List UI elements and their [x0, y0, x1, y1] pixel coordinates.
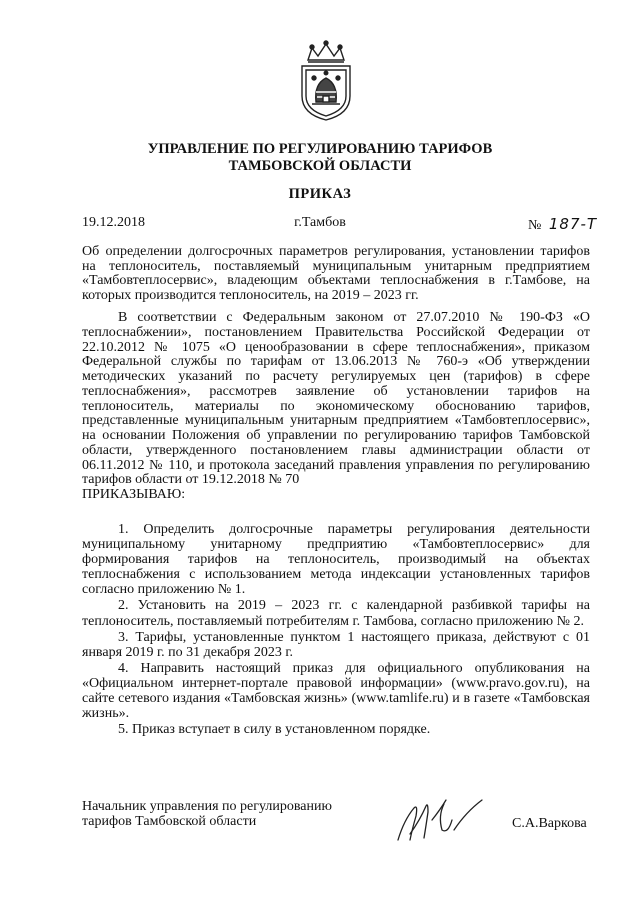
org-line-2: ТАМБОВСКОЙ ОБЛАСТИ: [228, 158, 412, 174]
order-number-handwritten: 187-Т: [548, 215, 598, 233]
organization-name: [0, 141, 640, 175]
order-city: г.Тамбов: [294, 215, 346, 230]
order-date: 19.12.2018: [82, 215, 145, 230]
signatory-title-line-1: Начальник управления по регулированию: [82, 799, 332, 814]
order-item: 3. Тарифы, установленные пунктом 1 настоящего приказа, действуют с 01 января 2019 г. по 31 декабря 2023 г.: [82, 629, 590, 660]
order-preamble: [82, 311, 590, 503]
order-item: 5. Приказ вступает в силу в установленном порядке.: [118, 722, 431, 738]
order-number: [528, 215, 597, 234]
handwritten-signature-icon: [392, 790, 488, 846]
order-item: 2. Установить на 2019 – 2023 гг. с календарной разбивкой тарифы на теплоноситель, поставляемый потребителям г. Тамбова, согласно приложению № 2.: [82, 598, 590, 629]
order-items: [82, 522, 590, 738]
order-subject: Об определении долгосрочных параметров регулирования, установлении тарифов на теплоноситель, поставляемый муниципальным унитарным предприятием «Тамбовтеплосервис», владеющим объектами теплоснабжения в г.Тамбове, на которых производится теплоноситель, на 2019 – 2023 гг.: [82, 244, 590, 303]
signatory-title: [82, 800, 332, 829]
order-item: 1. Определить долгосрочные параметры регулирования деятельности муниципальному унитарному предприятию «Тамбовтеплосервис» для формирования тарифов на теплоноситель, производимый на объектах теплоснабжения с использованием метода индексации установленных тарифов согласно приложению № 1.: [82, 522, 590, 598]
order-number-label: №: [528, 218, 542, 233]
order-word: ПРИКАЗЫВАЮ:: [82, 487, 186, 502]
tambov-coat-of-arms-icon: [294, 40, 358, 122]
document-type: ПРИКАЗ: [288, 186, 352, 202]
org-line-1: УПРАВЛЕНИЕ ПО РЕГУЛИРОВАНИЮ ТАРИФОВ: [147, 141, 493, 157]
signatory-name: С.А.Варкова: [512, 816, 587, 831]
preamble-text: В соответствии с Федеральным законом от 27.07.2010 № 190-ФЗ «О теплоснабжении», постановлением Правительства Российской Федерации от 22.10.2012 № 1075 «О ценообразовании в сфере теплоснабжения», приказом Федеральной службы по тарифам от 13.06.2013 № 760-э «Об утверждении методических указаний по расчету регулируемых цен (тарифов) в сфере теплоснабжения», рассмотрев заявление об установлении тарифов на теплоноситель, материалы по экономическому обоснованию тарифов, представленные муниципальным унитарным предприятием «Тамбовтеплосервис», на основании Положения об управлении по регулированию тарифов Тамбовской области, утвержденного постановлением главы администрации области от 06.11.2012 № 110, и протокола заседаний правления управления по регулированию тарифов области от 19.12.2018 № 70: [82, 310, 590, 488]
order-item: 4. Направить настоящий приказ для официального опубликования на «Официальном интернет-портале правовой информации» (www.pravo.gov.ru), на сайте сетевого издания «Тамбовская жизнь» (www.tamlife.ru) и в газете «Тамбовская жизнь».: [82, 660, 590, 722]
signatory-title-line-2: тарифов Тамбовской области: [82, 813, 257, 829]
